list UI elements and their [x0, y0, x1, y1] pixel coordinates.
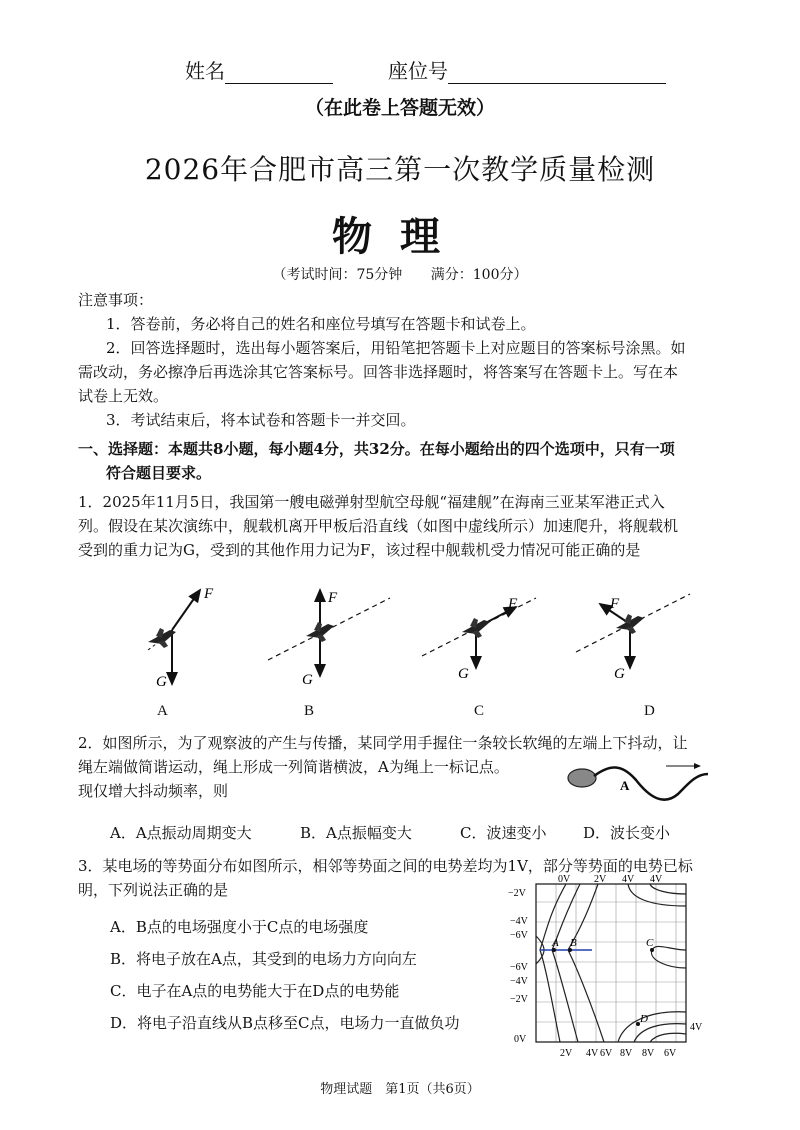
q2-option-a[interactable]: A．A点振动周期变大 — [110, 824, 252, 842]
q1-option-d[interactable]: D — [644, 703, 655, 719]
page-footer: 物理试题 第1页（共6页） — [320, 1082, 480, 1097]
force-label-g-c: G — [458, 666, 469, 682]
force-label-f-d: F — [610, 596, 620, 612]
q1-line2: 列。假设在某次演练中，舰载机离开甲板后沿直线（如图中虚线所示）加速爬升，将舰载机 — [78, 517, 679, 535]
top-label-2v: 2V — [594, 874, 607, 885]
bottom-label-2: 4V — [586, 1048, 599, 1059]
force-label-g-b: G — [302, 672, 313, 688]
q3-option-d[interactable]: D．将电子沿直线从B点移至C点，电场力一直做负功 — [110, 1014, 460, 1032]
bottom-label-1: 2V — [560, 1048, 573, 1059]
bottom-label-4: 8V — [620, 1048, 633, 1059]
q3-option-c[interactable]: C．电子在A点的电势能大于在D点的电势能 — [110, 982, 400, 1000]
section-1-line1: 一、选择题：本题共8小题，每小题4分，共32分。在每小题给出的四个选项中，只有一项 — [78, 440, 675, 458]
top-label-0v: 0V — [558, 874, 571, 885]
force-label-g-a: G — [156, 674, 167, 690]
bottom-label-5: 8V — [642, 1048, 655, 1059]
point-d-label: D — [640, 1013, 648, 1025]
hand-icon — [568, 769, 596, 787]
q1-option-a[interactable]: A — [157, 703, 168, 719]
option-b-diagram — [268, 590, 390, 688]
instruction-item-2-cont: 需改动，务必擦净后再选涂其它答案标号。回答非选择题时，将答案写在答题卡上。写在本 — [78, 363, 679, 381]
invalid-answer-notice: （在此卷上答题无效） — [304, 97, 495, 119]
name-field[interactable] — [185, 55, 333, 84]
q2-wave-figure — [560, 758, 720, 818]
force-label-f-a: F — [204, 586, 214, 602]
right-label-4v: 4V — [690, 1022, 703, 1033]
option-c-diagram — [422, 596, 536, 682]
q3-option-b[interactable]: B．将电子放在A点，其受到的电场力方向向左 — [110, 950, 417, 968]
q1-option-c[interactable]: C — [474, 703, 485, 719]
exam-info — [0, 264, 800, 284]
option-a-diagram — [148, 586, 214, 690]
wave-point-a-label: A — [620, 778, 630, 793]
instruction-item-3: 3．考试结束后，将本试卷和答题卡一并交回。 — [106, 411, 416, 429]
left-label-4: −6V — [510, 962, 528, 973]
q3-line2: 明，下列说法正确的是 — [78, 881, 229, 899]
instruction-item-1: 1．答卷前，务必将自己的姓名和座位号填写在答题卡和试卷上。 — [106, 315, 536, 333]
left-label-2: −4V — [510, 916, 528, 927]
instructions-heading: 注意事项： — [78, 291, 154, 309]
left-label-1: −2V — [508, 888, 526, 899]
top-label-4v-a: 4V — [622, 874, 635, 885]
subject-title: 物理 — [332, 213, 468, 260]
q3-line1: 3．某电场的等势面分布如图所示，相邻等势面之间的电势差均为1V，部分等势面的电势已标 — [78, 857, 693, 875]
seat-label: 座位号 — [388, 59, 448, 83]
instructions — [78, 288, 728, 432]
option-d-diagram — [576, 594, 690, 682]
force-label-f-c: F — [508, 596, 518, 612]
bottom-label-3: 6V — [600, 1048, 613, 1059]
left-label-3: −6V — [510, 930, 528, 941]
q2-option-b[interactable]: B．A点振幅变大 — [300, 824, 412, 842]
point-b-label: B — [570, 937, 577, 949]
point-a-label: A — [552, 937, 559, 949]
q2-option-d[interactable]: D．波长变小 — [583, 824, 671, 842]
q1-option-b[interactable]: B — [304, 703, 315, 719]
seat-number-field[interactable] — [388, 55, 666, 84]
q2-line3: 现仅增大抖动频率，则 — [78, 782, 229, 800]
left-label-6: −2V — [510, 994, 528, 1005]
name-label: 姓名 — [185, 59, 225, 83]
force-label-f-b: F — [328, 590, 338, 606]
q2-option-c[interactable]: C．波速变小 — [460, 824, 547, 842]
bottom-label-6: 6V — [664, 1048, 677, 1059]
exam-time: （考试时间：75分钟 — [272, 267, 403, 283]
section-1-heading — [78, 437, 738, 485]
question-1 — [78, 490, 738, 562]
left-label-7: 0V — [514, 1034, 527, 1045]
q1-line3: 受到的重力记为G，受到的其他作用力记为F，该过程中舰载机受力情况可能正确的是 — [78, 541, 641, 559]
q1-force-diagrams — [100, 580, 740, 720]
top-label-4v-b: 4V — [650, 874, 663, 885]
instruction-item-2-end: 试卷上无效。 — [78, 387, 169, 405]
instruction-item-2: 2．回答选择题时，选出每小题答案后，用铅笔把答题卡上对应题目的答案标号涂黑。如 — [106, 339, 686, 357]
q3-equipotential-figure — [500, 872, 720, 1062]
force-label-g-d: G — [614, 666, 625, 682]
q2-line1: 2．如图所示，为了观察波的产生与传播，某同学用手握住一条较长软绳的左端上下抖动，让 — [78, 734, 688, 752]
exam-title: 2026年合肥市高三第一次教学质量检测 — [144, 153, 656, 186]
full-score: 满分：100分） — [430, 267, 528, 283]
q1-line1: 1．2025年11月5日，我国第一艘电磁弹射型航空母舰“福建舰”在海南三亚某军港正式入 — [78, 493, 665, 511]
section-1-line2: 符合题目要求。 — [106, 464, 212, 482]
left-label-5: −4V — [510, 976, 528, 987]
q3-option-a[interactable]: A．B点的电场强度小于C点的电场强度 — [110, 918, 369, 936]
point-c-label: C — [646, 937, 654, 949]
q2-line2: 绳左端做简谐运动，绳上形成一列简谐横波，A为绳上一标记点。 — [78, 758, 509, 776]
